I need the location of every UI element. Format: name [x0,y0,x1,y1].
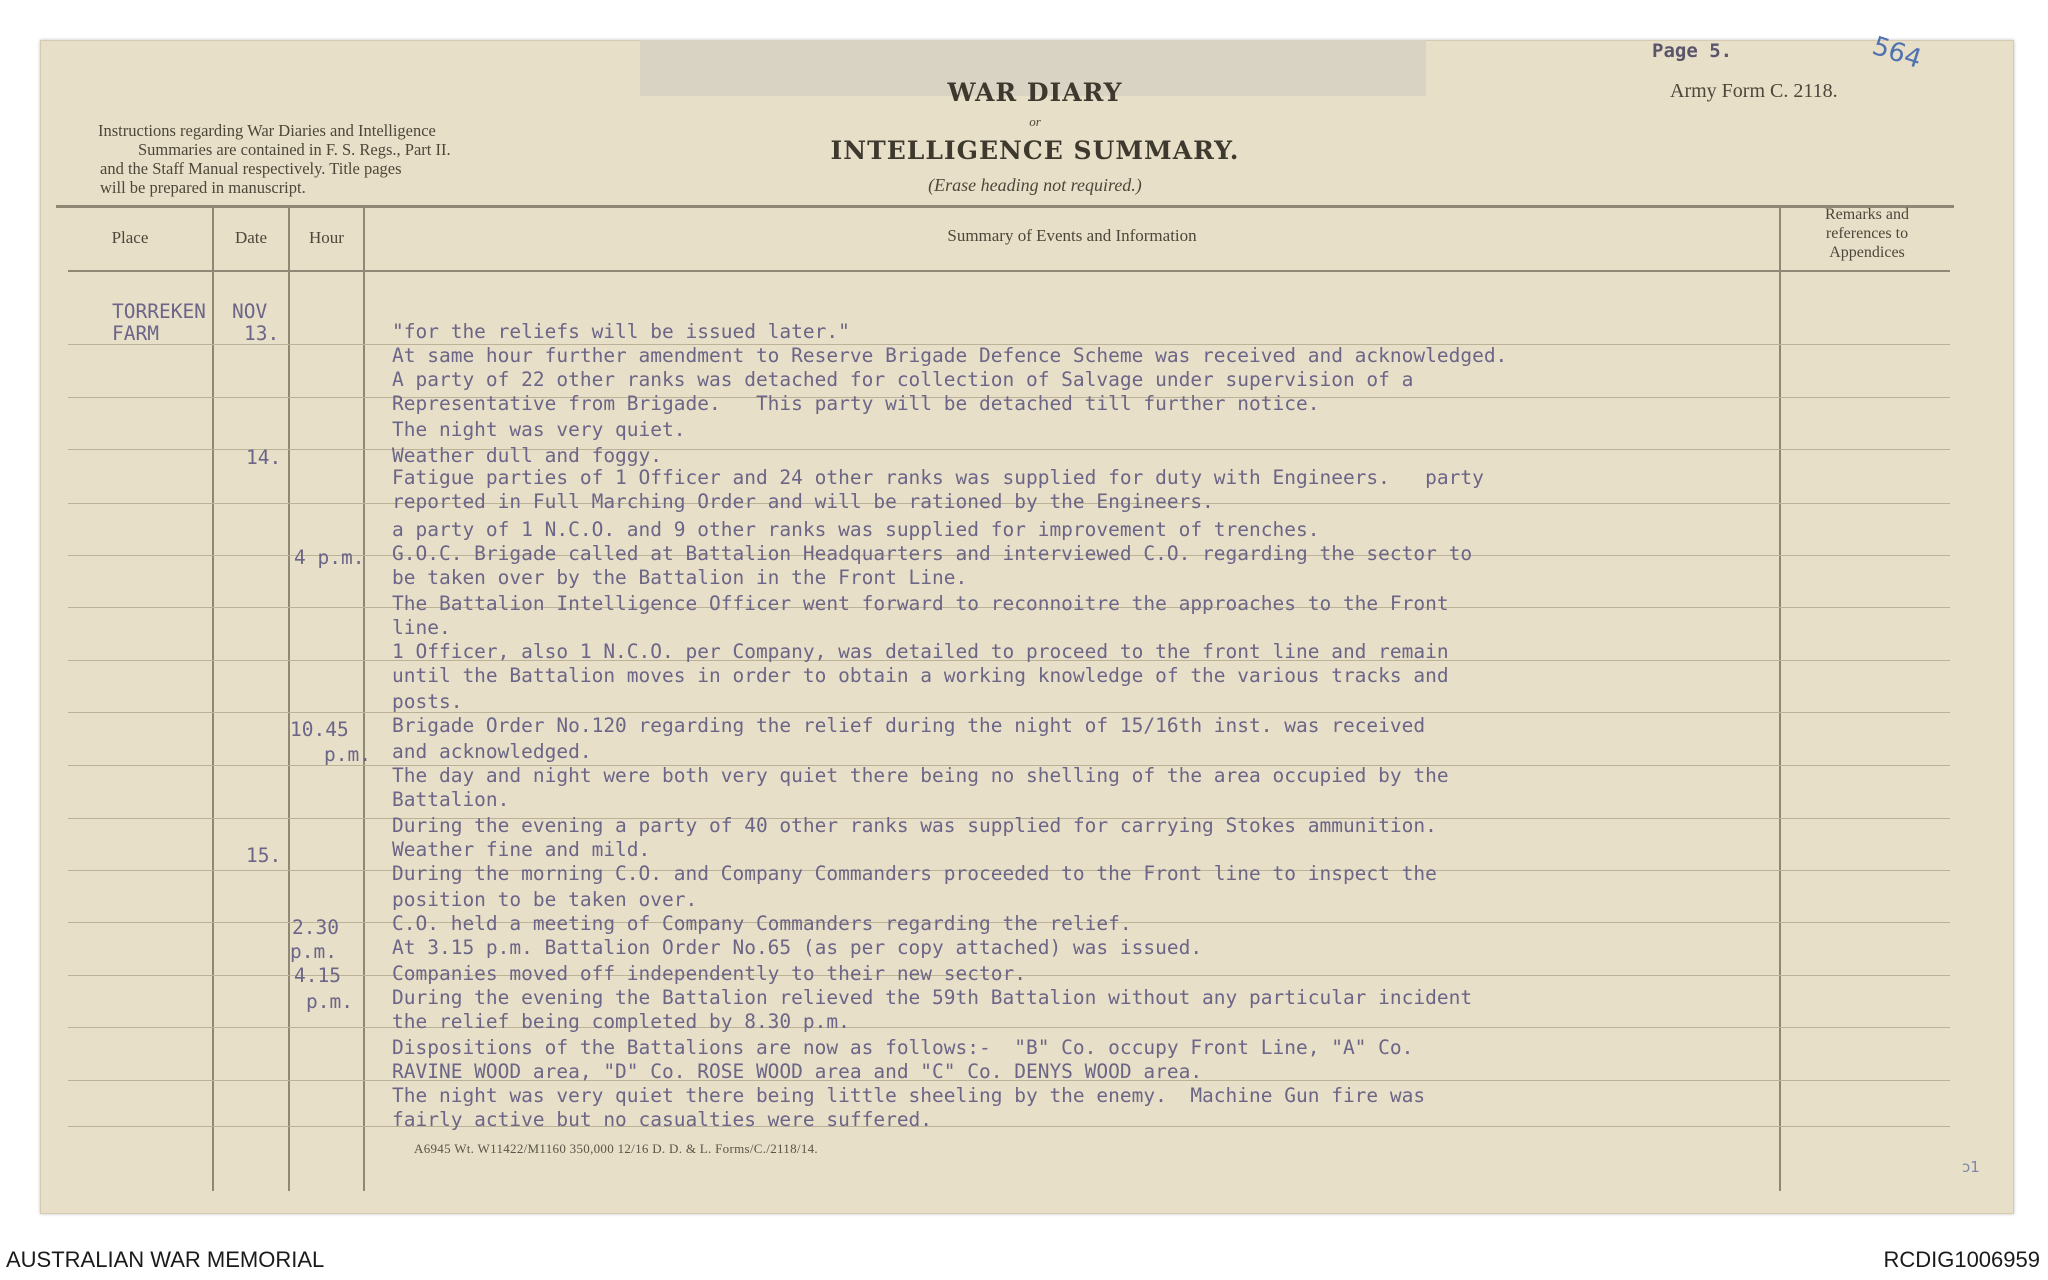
summary-line: and acknowledged. [392,740,592,763]
summary-line: The night was very quiet there being little sheeling by the enemy. Machine Gun fire was [392,1084,1426,1107]
summary-line: until the Battalion moves in order to obtain a working knowledge of the various tracks and [392,664,1449,687]
column-header-summary: Summary of Events and Information [947,226,1197,245]
summary-line: C.O. held a meeting of Company Commanders regarding the relief. [392,912,1132,935]
summary-line: RAVINE WOOD area, "D" Co. ROSE WOOD area and "C" Co. DENYS WOOD area. [392,1060,1203,1083]
summary-line: Fatigue parties of 1 Officer and 24 other ranks was supplied for duty with Engineers. party [392,466,1484,489]
column-header-date: Date [234,228,268,247]
col-divider-place [212,206,214,1191]
place-entry: TORREKEN [112,300,206,323]
date-entry: 13. [244,322,280,345]
corner-mark: ɔ1 [1962,1158,1980,1176]
summary-line: the relief being completed by 8.30 p.m. [392,1010,850,1033]
column-header-remarks [1782,205,1952,262]
table-top-rule [56,205,1954,208]
instruction-line: and the Staff Manual respectively. Title pages [100,159,402,178]
summary-line: At 3.15 p.m. Battalion Order No.65 (as per copy attached) was issued. [392,936,1203,959]
summary-line: Dispositions of the Battalions are now as follows:- "B" Co. occupy Front Line, "A" Co. [392,1036,1414,1059]
column-header-place: Place [111,228,149,247]
summary-line: position to be taken over. [392,888,698,911]
summary-line: At same hour further amendment to Reserve Brigade Defence Scheme was received and acknowledged. [392,344,1508,367]
hour-entry: p.m. [290,940,337,963]
summary-line: posts. [392,690,463,713]
summary-line: During the morning C.O. and Company Commanders proceeded to the Front line to inspect the [392,862,1437,885]
summary-line: Representative from Brigade. This party will be detached till further notice. [392,392,1320,415]
folio-number: 564 [1868,31,1926,75]
summary-line: During the evening a party of 40 other ranks was supplied for carrying Stokes ammunition. [392,814,1437,837]
hour-entry: 2.30 [292,916,339,939]
printer-footer: A6945 Wt. W11422/M1160 350,000 12/16 D. D. & L. Forms/C./2118/14. [414,1141,818,1156]
col-divider-date [288,206,290,1191]
col-divider-summary [1779,206,1781,1191]
header-bottom-rule [68,270,1950,272]
summary-line: "for the reliefs will be issued later." [392,320,850,343]
hour-entry: 4.15 [294,964,341,987]
instruction-line: will be prepared in manuscript. [100,178,306,197]
title-or: or [1029,114,1041,129]
hour-entry: p.m. [306,990,353,1013]
ruled-line [68,712,1950,713]
summary-line: be taken over by the Battalion in the Front Line. [392,566,968,589]
title-war-diary: WAR DIARY [947,78,1123,107]
ruled-line [68,1027,1950,1028]
hour-entry: p.m. [324,743,371,766]
remarks-line: references to [1825,225,1909,242]
summary-line: Battalion. [392,788,510,811]
summary-line: a party of 1 N.C.O. and 9 other ranks was supplied for improvement of trenches. [392,518,1320,541]
column-header-hour: Hour [309,228,344,247]
instruction-line: Summaries are contained in F. S. Regs., Part II. [138,140,451,159]
place-entry: FARM [112,322,159,345]
summary-line: 1 Officer, also 1 N.C.O. per Company, was detailed to proceed to the front line and remain [392,640,1449,663]
page-number: Page 5. [1652,40,1733,62]
summary-line: Weather fine and mild. [392,838,651,861]
instruction-line: Instructions regarding War Diaries and Intelligence [98,121,436,140]
summary-line: The Battalion Intelligence Officer went forward to reconnoitre the approaches to the Front [392,592,1449,615]
summary-line: The night was very quiet. [392,418,686,441]
summary-line: The day and night were both very quiet there being no shelling of the area occupied by the [392,764,1449,787]
summary-line: Weather dull and foggy. [392,444,663,467]
remarks-line: Remarks and [1825,206,1909,223]
hour-entry: 4 p.m. [294,546,365,569]
summary-line: line. [392,616,451,639]
instructions-note [98,121,548,197]
remarks-line: Appendices [1829,244,1905,261]
ruled-line [68,449,1950,450]
col-divider-hour [363,206,365,1191]
archive-reference: RCDIG1006959 [1883,1247,2040,1272]
summary-line: fairly active but no casualties were suffered. [392,1108,933,1131]
date-month: NOV [232,300,268,323]
date-entry: 14. [246,446,282,469]
summary-line: During the evening the Battalion relieved the 59th Battalion without any particular incident [392,986,1473,1009]
title-erase-note: (Erase heading not required.) [928,175,1142,195]
title-intelligence-summary: INTELLIGENCE SUMMARY. [830,136,1240,165]
summary-line: Companies moved off independently to their new sector. [392,962,1026,985]
hour-entry: 10.45 [290,718,349,741]
summary-line: G.O.C. Brigade called at Battalion Headquarters and interviewed C.O. regarding the sector to [392,542,1473,565]
summary-line: reported in Full Marching Order and will be rationed by the Engineers. [392,490,1214,513]
army-form-number: Army Form C. 2118. [1670,80,1838,102]
ruled-line [68,1126,1950,1127]
archive-credit: AUSTRALIAN WAR MEMORIAL [6,1247,325,1272]
summary-line: Brigade Order No.120 regarding the relief during the night of 15/16th inst. was received [392,714,1426,737]
date-entry: 15. [246,844,282,867]
summary-line: A party of 22 other ranks was detached for collection of Salvage under supervision of a [392,368,1414,391]
